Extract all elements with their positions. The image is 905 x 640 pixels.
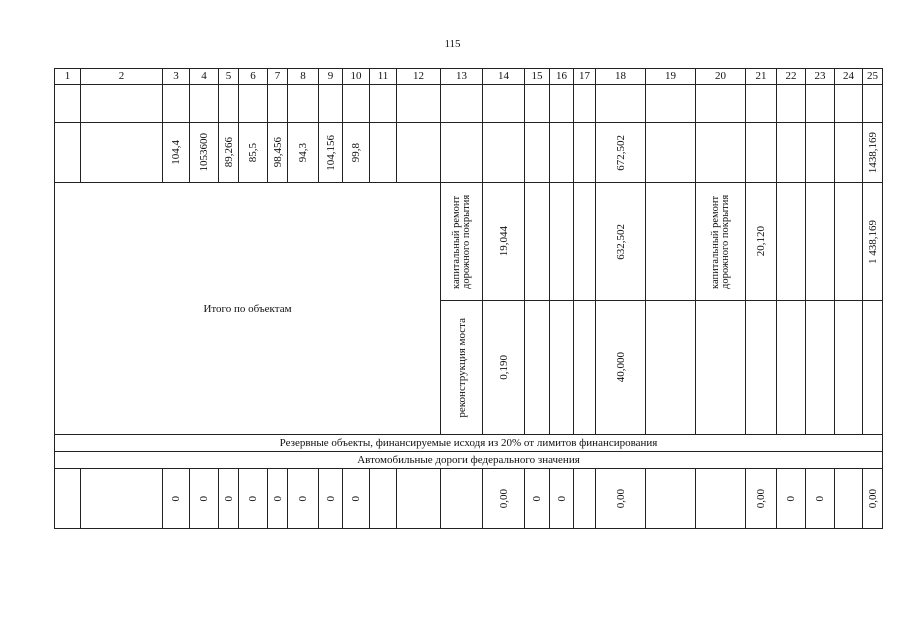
reserve-c25: 0,00 (866, 488, 879, 509)
col-header-17: 17 (574, 69, 596, 85)
cell-c18: 672,502 (614, 134, 627, 171)
reserve-values-row (55, 469, 883, 529)
col-header-20: 20 (696, 69, 746, 85)
col-header-16: 16 (550, 69, 574, 85)
col-header-7: 7 (268, 69, 288, 85)
reserve-title: Резервные объекты, финансируемые исходя из 20% от лимитов финансирования (279, 437, 658, 449)
reserve-c21: 0,00 (755, 488, 767, 509)
reserve-c9: 0 (324, 495, 337, 502)
totals-row-work1 (55, 183, 883, 301)
work1-c20: капитальный ремонт дорожного покрытия (709, 194, 731, 289)
col-header-3: 3 (163, 69, 190, 85)
col-header-25: 25 (863, 69, 883, 85)
reserve-c18: 0,00 (614, 488, 627, 509)
col-header-12: 12 (397, 69, 441, 85)
reserve-c7: 0 (271, 495, 284, 502)
column-header-row (55, 69, 883, 85)
page-number: 115 (444, 38, 461, 50)
federal-title-row (55, 452, 883, 469)
col-header-11: 11 (370, 69, 397, 85)
col-header-14: 14 (483, 69, 525, 85)
col-header-13: 13 (441, 69, 483, 85)
col-header-22: 22 (777, 69, 806, 85)
reserve-c3: 0 (170, 495, 182, 502)
empty-row (55, 85, 883, 123)
cell-c6: 85,5 (247, 142, 259, 163)
work2-c18: 40,000 (614, 352, 627, 383)
work2-c14: 0,190 (497, 355, 510, 380)
col-header-4: 4 (190, 69, 219, 85)
col-header-2: 2 (81, 69, 163, 85)
reserve-c22: 0 (785, 495, 797, 502)
col-header-19: 19 (646, 69, 696, 85)
work1-label: капитальный ремонт дорожного покрытия (450, 194, 472, 289)
reserve-c6: 0 (247, 495, 259, 502)
reserve-c8: 0 (297, 495, 309, 502)
work2-label: реконструкция моста (455, 317, 468, 418)
values-row (55, 123, 883, 183)
cell-c4: 1053600 (198, 133, 210, 172)
col-header-18: 18 (596, 69, 646, 85)
work1-c14: 19,044 (497, 226, 510, 257)
col-header-9: 9 (319, 69, 343, 85)
cell-c8: 94,3 (297, 142, 309, 163)
cell-c9: 104,156 (324, 134, 337, 171)
reserve-c5: 0 (222, 495, 235, 502)
col-header-6: 6 (239, 69, 268, 85)
reserve-title-row (55, 435, 883, 452)
col-header-21: 21 (746, 69, 777, 85)
federal-title: Автомобильные дороги федерального значения (357, 454, 580, 466)
col-header-23: 23 (806, 69, 835, 85)
col-header-15: 15 (525, 69, 550, 85)
cell-c5: 89,266 (222, 137, 235, 168)
totals-label: Итого по объектам (203, 302, 292, 315)
col-header-1: 1 (55, 69, 81, 85)
cell-c3: 104,4 (170, 140, 182, 165)
cell-c7: 98,456 (271, 137, 284, 168)
reserve-c23: 0 (814, 495, 826, 502)
reserve-c15: 0 (531, 495, 543, 502)
document-table (54, 68, 883, 529)
col-header-10: 10 (343, 69, 370, 85)
work1-c25: 1 438,169 (866, 219, 879, 264)
col-header-5: 5 (219, 69, 239, 85)
reserve-c14: 0,00 (497, 488, 510, 509)
col-header-24: 24 (835, 69, 863, 85)
reserve-c4: 0 (198, 495, 210, 502)
reserve-c16: 0 (555, 495, 568, 502)
reserve-c10: 0 (350, 495, 362, 502)
cell-c25: 1438,169 (866, 131, 879, 174)
col-header-8: 8 (288, 69, 319, 85)
work1-c21: 20,120 (755, 226, 767, 257)
cell-c10: 99,8 (350, 142, 362, 163)
work1-c18: 632,502 (614, 223, 627, 260)
